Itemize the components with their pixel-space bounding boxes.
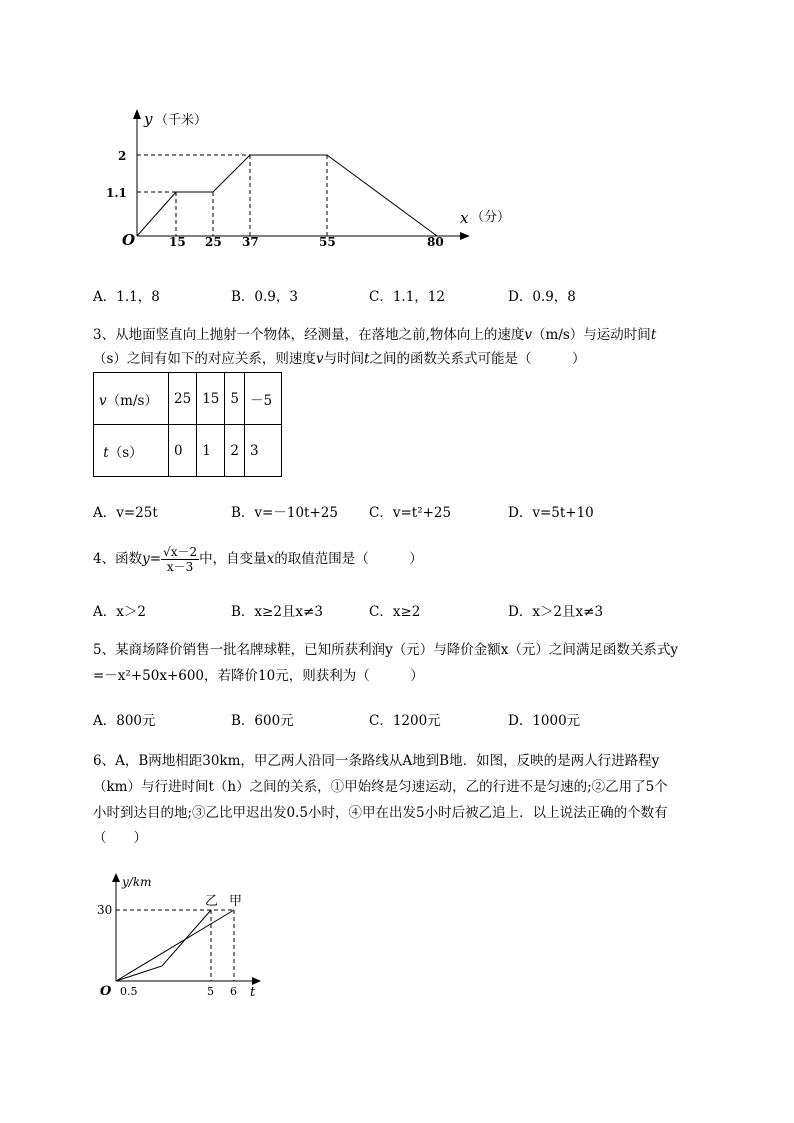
q6-question-line4: （ ）: [93, 830, 147, 846]
travel-graph: [95, 868, 275, 1008]
x-tick-55: 55: [319, 235, 336, 249]
q2-option-b: B．0.9，3: [231, 289, 298, 305]
x-tick-15: 15: [169, 235, 186, 249]
x-axis-arrow: [460, 232, 470, 240]
x-axis-arrow: [252, 977, 261, 985]
dashed-guides: [137, 155, 327, 236]
q3-option-a: A．v=25t: [93, 505, 158, 521]
table-cell: 0: [169, 425, 197, 477]
q3-value-table: [93, 372, 282, 477]
x-axis-label: x: [460, 209, 469, 227]
x-tick-37: 37: [242, 235, 259, 249]
x-tick-0-5: 0.5: [120, 985, 138, 998]
origin-label: O: [122, 231, 136, 249]
q5-question-line1: 5、某商场降价销售一批名牌球鞋，已知所获利润y（元）与降价金额x（元）之间满足函数关系式y: [93, 642, 678, 658]
distance-line: [137, 155, 437, 236]
y-axis-arrow: [133, 109, 141, 119]
y-tick-30: 30: [97, 903, 113, 917]
q3-question-line1: 3、从地面竖直向上抛射一个物体，经测量，在落地之前,物体向上的速度v（m/s）与运动时间t: [93, 327, 657, 343]
y-tick-2: 2: [118, 149, 127, 163]
origin-label: O: [100, 984, 112, 999]
q2-option-a: A．1.1，8: [93, 289, 160, 305]
q4-fraction: $\frac{√x-2}{x-3}$: [163, 545, 198, 574]
label-yi: 乙: [205, 894, 219, 909]
table-cell: 3: [244, 425, 281, 477]
table-header-v: v（m/s）: [94, 373, 169, 425]
q3-option-c: C．v=t²+25: [369, 505, 452, 521]
q2-option-c: C．1.1，12: [369, 289, 445, 305]
q6-question-line3: 小时到达目的地;③乙比甲迟出发0.5小时，④甲在出发5小时后被乙追上．以上说法正确的个数有: [93, 805, 668, 821]
q4-option-d: D．x＞2且x≠3: [508, 604, 604, 620]
x-tick-25: 25: [205, 235, 222, 249]
table-cell: 25: [169, 373, 197, 425]
q5-option-b: B．600元: [231, 713, 294, 729]
x-axis-label: t: [250, 985, 256, 1000]
q5-question-line2: =－x²+50x+600，若降价10元，则获利为（ ）: [93, 668, 424, 684]
q3-option-b: B．v=－10t+25: [231, 505, 338, 521]
y-axis-label: y/km: [122, 875, 152, 889]
x-axis-unit: （分）: [471, 210, 511, 225]
q3-question-line2: （s）之间有如下的对应关系，则速度v与时间t之间的函数关系式可能是（ ）: [93, 351, 586, 367]
x-tick-80: 80: [427, 235, 444, 249]
q4-option-b: B．x≥2且x≠3: [231, 604, 323, 620]
table-cell: 15: [197, 373, 225, 425]
x-tick-5: 5: [207, 985, 214, 998]
y-axis-arrow: [112, 873, 120, 882]
q6-question-line1: 6、A，B两地相距30km，甲乙两人沿同一条路线从A地到B地．如图，反映的是两人行进路程y: [93, 753, 660, 769]
table-cell: －5: [244, 373, 281, 425]
q4-option-a: A．x＞2: [93, 604, 146, 620]
y-axis-unit: （千米）: [155, 113, 208, 128]
line-jia: [116, 910, 234, 981]
x-tick-6: 6: [230, 985, 237, 998]
q5-option-d: D．1000元: [508, 713, 581, 729]
y-axis-label: y: [144, 110, 153, 128]
table-row-v: [94, 373, 282, 425]
q5-option-c: C．1200元: [369, 713, 441, 729]
table-row-t: [94, 425, 282, 477]
q2-option-d: D．0.9，8: [508, 289, 576, 305]
line-yi: [116, 910, 211, 981]
q4-question: 4、函数y= $\frac{√x-2}{x-3}$ 中，自变量x的取值范围是（ ）: [93, 545, 423, 574]
distance-time-graph: [100, 105, 520, 255]
q3-option-d: D．v=5t+10: [508, 505, 594, 521]
table-cell: 1: [197, 425, 225, 477]
table-cell: 2: [225, 425, 245, 477]
q5-option-a: A．800元: [93, 713, 156, 729]
q4-option-c: C．x≥2: [369, 604, 421, 620]
table-header-t: t（s）: [94, 425, 169, 477]
table-cell: 5: [225, 373, 245, 425]
y-tick-1-1: 1.1: [106, 186, 127, 200]
label-jia: 甲: [229, 894, 243, 909]
q6-question-line2: （km）与行进时间t（h）之间的关系，①甲始终是匀速运动，乙的行进不是匀速的;②乙用了5个: [93, 779, 668, 795]
